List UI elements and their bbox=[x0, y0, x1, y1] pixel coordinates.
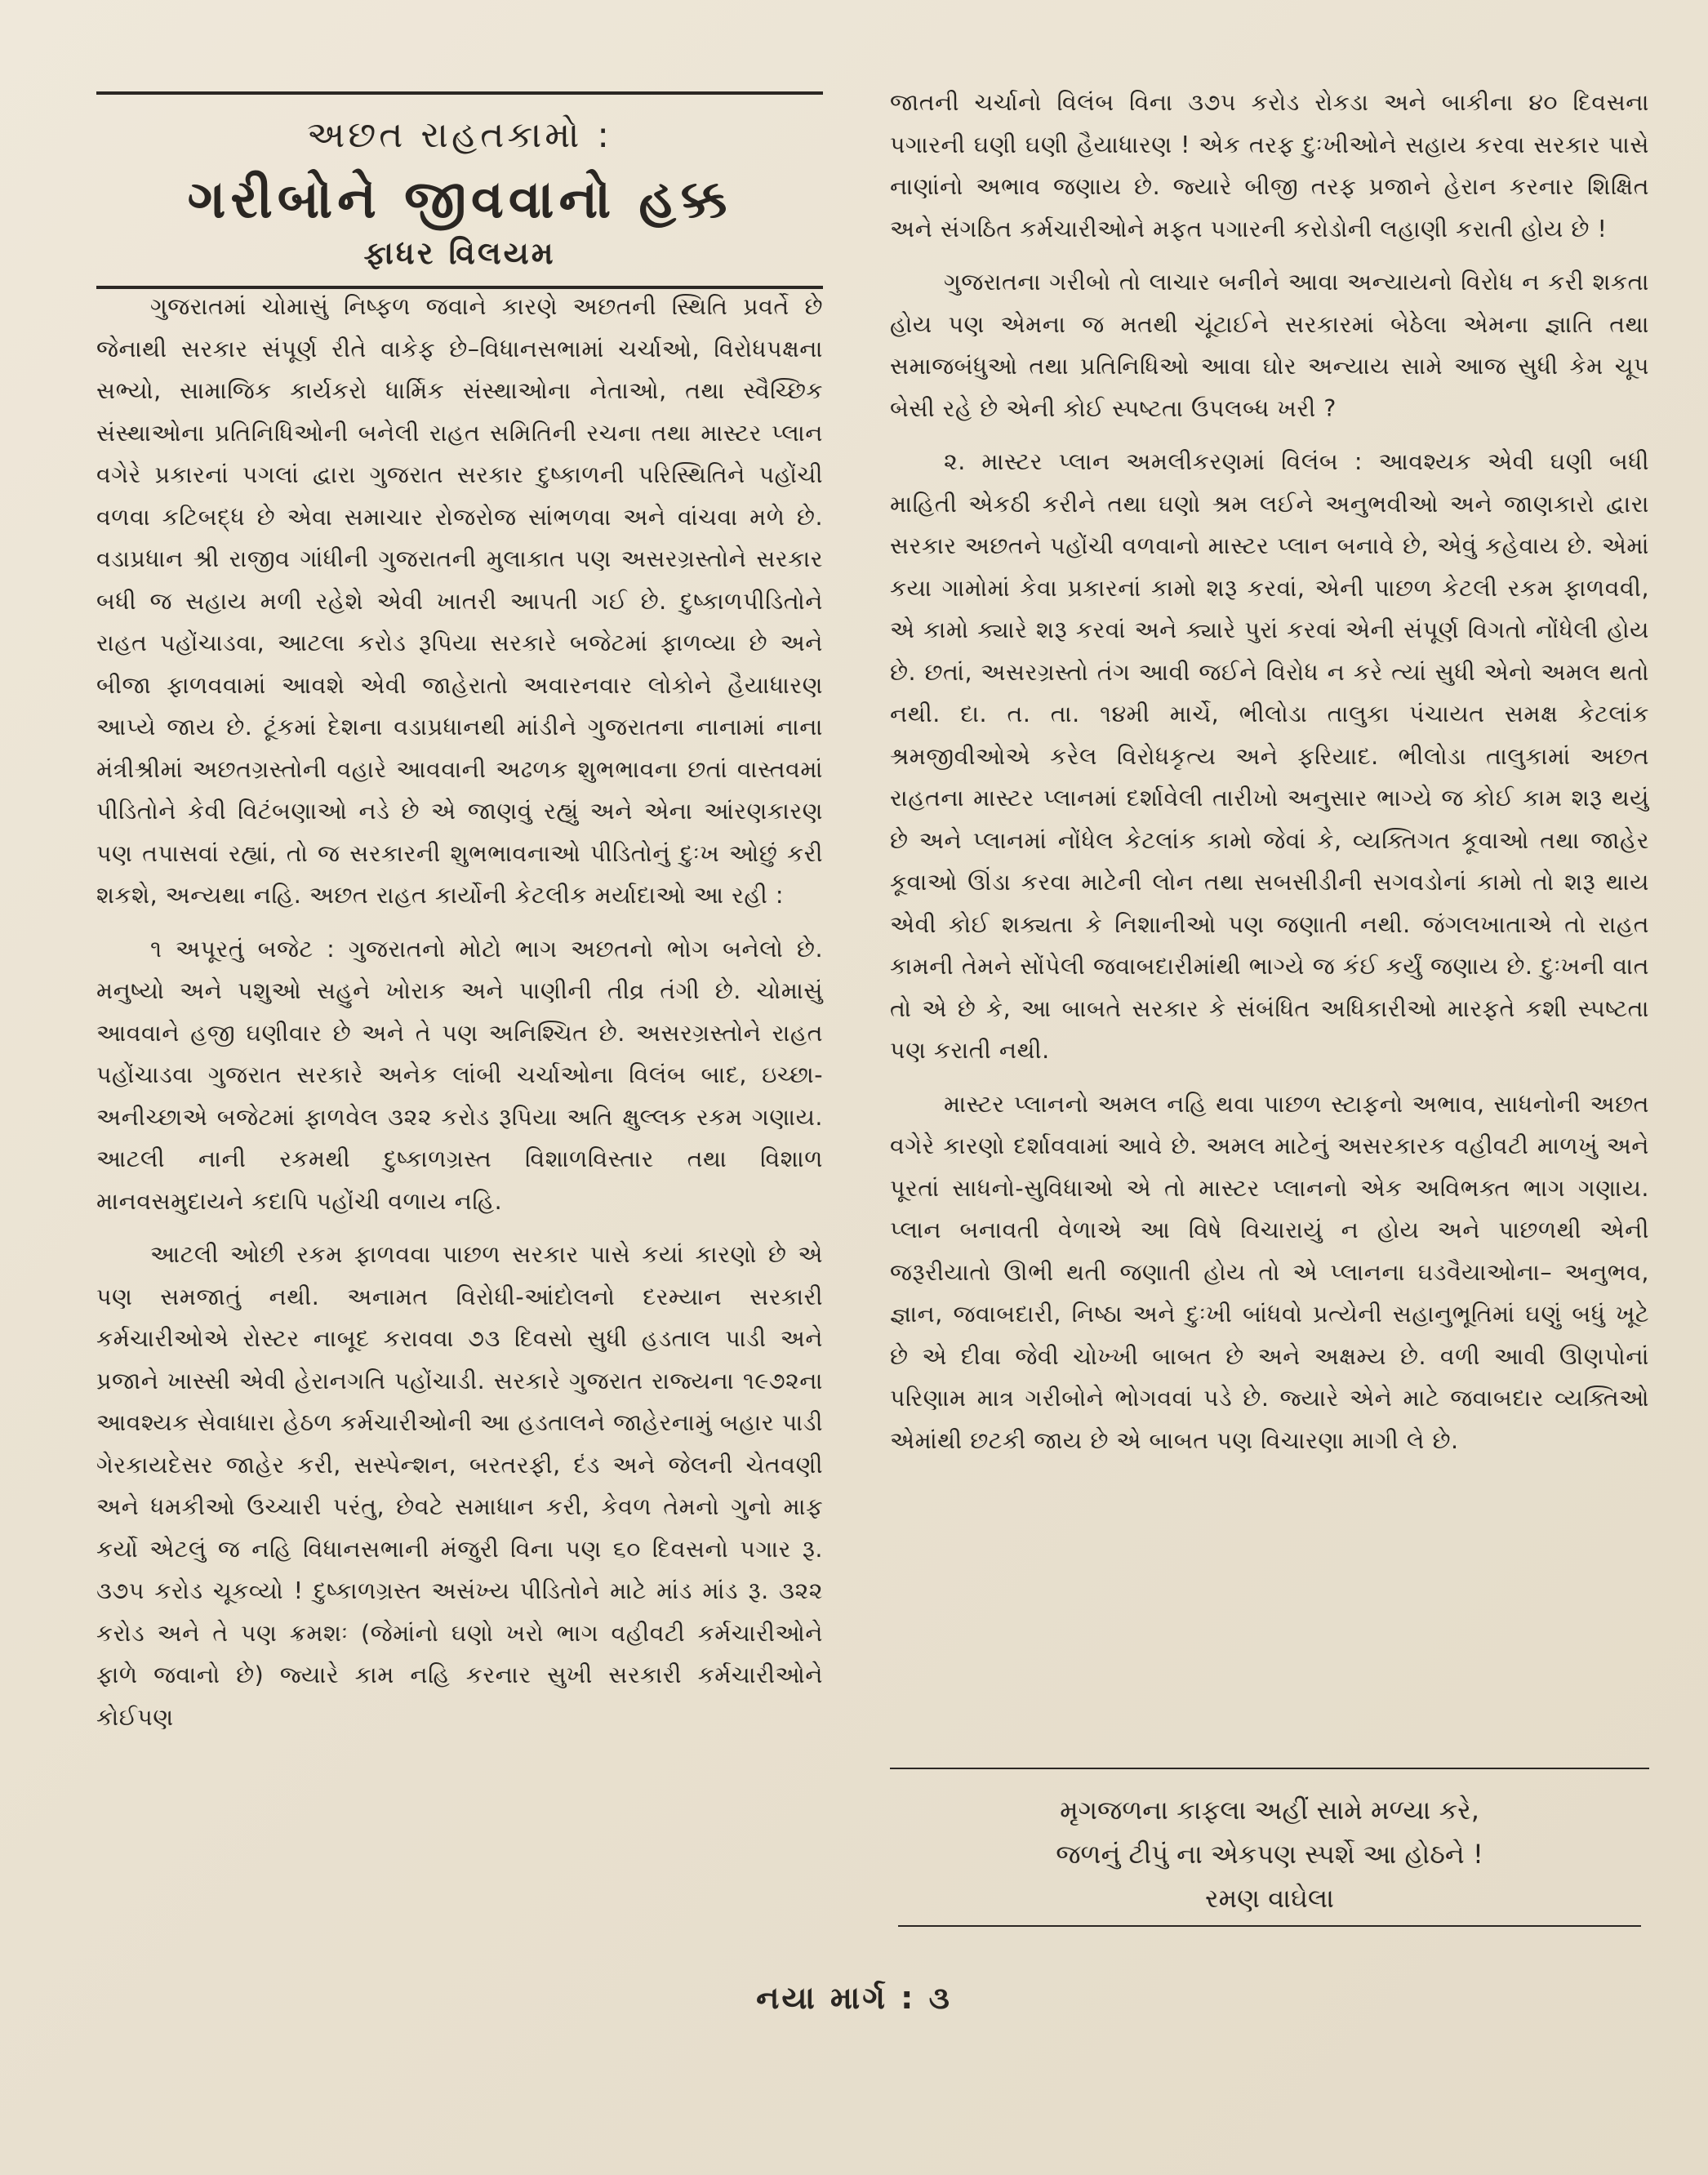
header-top-rule bbox=[96, 91, 823, 95]
injustice-paragraph: ગુજરાતના ગરીબો તો લાચાર બનીને આવા અન્યાયનો વિરોધ ન કરી શકતા હોય પણ એમના જ મતથી ચૂંટાઈને સરકારમાં બેઠેલા એમના જ્ઞાતિ તથા સમાજબંધુઓ તથા પ્રતિનિધિઓ આવા ઘોર અન્યાય સામે આજ સુધી કેમ ચૂપ બેસી રહે છે એની કોઈ સ્પષ્ટતા ઉપલબ્ધ ખરી ? bbox=[890, 269, 1649, 422]
poem-top-rule bbox=[890, 1768, 1649, 1769]
poem-bottom-rule bbox=[898, 1925, 1641, 1927]
poem-line-1: મૃગજળના કાફલા અહીં સામે મળ્યા કરે, bbox=[1060, 1795, 1479, 1826]
article-byline: ફાધર વિલયમ bbox=[363, 235, 556, 271]
salary-paragraph: આટલી ઓછી રકમ ફાળવવા પાછળ સરકાર પાસે કયાં કારણો છે એ પણ સમજાતું નથી. અનામત વિરોધી-આંદોલનો દરમ્યાન સરકારી કર્મચારીઓએ રોસ્ટર નાબૂદ કરાવવા ૭૩ દિવસો સુધી હડતાલ પાડી અને પ્રજાને ખાસ્સી એવી હેરાનગતિ પહોંચાડી. સરકારે ગુજરાત રાજ્યના ૧૯૭૨ના આવશ્યક સેવાધારા હેઠળ કર્મચારીઓની આ હડતાલને જાહેરનામું બહાર પાડી ગેરકાયદેસર જાહેર કરી, સસ્પેન્શન, બરતરફી, દંડ અને જેલની ચેતવણી અને ધમકીઓ ઉચ્ચારી પરંતુ, છેવટે સમાધાન કરી, કેવળ તેમનો ગુનો માફ કર્યો એટલું જ નહિ વિધાનસભાની મંજુરી વિના પણ ૬૦ દિવસનો પગાર રૂ. ૩૭૫ કરોડ ચૂકવ્યો ! દુષ્કાળગ્રસ્ત અસંખ્ય પીડિતોને માટે માંડ માંડ રૂ. ૩૨૨ કરોડ અને તે પણ ક્રમશઃ (જેમાંનો ઘણો ખરો ભાગ વહીવટી કર્મચારીઓને ફાળે જવાનો છે) જ્યારે કામ નહિ કરનાર સુખી સરકારી કર્મચારીઓને કોઈપણ bbox=[96, 1241, 823, 1731]
poem-author: રમણ વાઘેલા bbox=[1205, 1883, 1334, 1914]
poem-line-2: જળનું ટીપું ના એકપણ સ્પર્શે આ હોઠને ! bbox=[1056, 1839, 1483, 1870]
continued-paragraph: જાતની ચર્ચાનો વિલંબ વિના ૩૭૫ કરોડ રોકડા અને બાકીના ૪૦ દિવસના પગારની ઘણી ઘણી હૈયાધારણ ! એક તરફ દુઃખીઓને સહાય કરવા સરકાર પાસે નાણાંનો અભાવ જણાય છે. જ્યારે બીજી તરફ પ્રજાને હેરાન કરનાર શિક્ષિત અને સંગઠિત કર્મચારીઓને મફત પગારની કરોડોની લહાણી કરાતી હોય છે ! bbox=[890, 89, 1649, 242]
article-body-left bbox=[96, 286, 823, 1738]
budget-paragraph: ૧ અપૂરતું બજેટ : ગુજરાતનો મોટો ભાગ અછતનો ભોગ બનેલો છે. મનુષ્યો અને પશુઓ સહુને ખોરાક અને પાણીની તીવ્ર તંગી છે. ચોમાસું આવવાને હજી ઘણીવાર છે અને તે પણ અનિશ્ચિત છે. અસરગ્રસ્તોને રાહત પહોંચાડવા ગુજરાત સરકારે અનેક લાંબી ચર્ચાઓના વિલંબ બાદ, ઇચ્છા-અનીચ્છાએ બજેટમાં ફાળવેલ ૩૨૨ કરોડ રૂપિયા અતિ ક્ષુલ્લક રકમ ગણાય. આટલી નાની રકમથી દુષ્કાળગ્રસ્ત વિશાળવિસ્તાર તથા વિશાળ માનવસમુદાયને કદાપિ પહોંચી વળાય નહિ. bbox=[96, 935, 823, 1215]
page-folio: નયા માર્ગ : ૩ bbox=[756, 1980, 952, 2016]
article-body-right bbox=[890, 82, 1649, 1461]
intro-paragraph: ગુજરાતમાં ચોમાસું નિષ્ફળ જવાને કારણે અછતની સ્થિતિ પ્રવર્તે છે જેનાથી સરકાર સંપૂર્ણ રીતે વાકેફ છે–વિધાનસભામાં ચર્ચાઓ, વિરોધપક્ષના સભ્યો, સામાજિક કાર્યકરો ધાર્મિક સંસ્થાઓના નેતાઓ, તથા સ્વૈચ્છિક સંસ્થાઓના પ્રતિનિધિઓની બનેલી રાહત સમિતિની રચના તથા માસ્ટર પ્લાન વગેરે પ્રકારનાં પગલાં દ્વારા ગુજરાત સરકાર દુષ્કાળની પરિસ્થિતિને પહોંચી વળવા કટિબદ્ધ છે એવા સમાચાર રોજરોજ સાંભળવા અને વાંચવા મળે છે. વડાપ્રધાન શ્રી રાજીવ ગાંધીની ગુજરાતની મુલાકાત પણ અસરગ્રસ્તોને સરકાર બધી જ સહાય મળી રહેશે એવી ખાતરી આપતી ગઈ છે. દુષ્કાળપીડિતોને રાહત પહોંચાડવા, આટલા કરોડ રૂપિયા સરકારે બજેટમાં ફાળવ્યા છે અને બીજા ફાળવવામાં આવશે એવી જાહેરાતો અવારનવાર લોકોને હૈયાધારણ આપ્યે જાય છે. ટૂંકમાં દેશના વડાપ્રધાનથી માંડીને ગુજરાતના નાનામાં નાના મંત્રીશ્રીમાં અછતગ્રસ્તોની વહારે આવવાની અઢળક શુભભાવના છતાં વાસ્તવમાં પીડિતોને કેવી વિટંબણાઓ નડે છે એ જાણવું રહ્યું અને એના આંરણકારણ પણ તપાસવાં રહ્યાં, તો જ સરકારની શુભભાવનાઓ પીડિતોનું દુઃખ ઓછું કરી શકશે, અન્યથા નહિ. અછત રાહત કાર્યોની કેટલીક મર્યાદાઓ આ રહી : bbox=[96, 293, 823, 909]
staff-paragraph: માસ્ટર પ્લાનનો અમલ નહિ થવા પાછળ સ્ટાફનો અભાવ, સાધનોની અછત વગેરે કારણો દર્શાવવામાં આવે છે. અમલ માટેનું અસરકારક વહીવટી માળખું અને પૂરતાં સાધનો-સુવિધાઓ એ તો માસ્ટર પ્લાનનો એક અવિભક્ત ભાગ ગણાય. પ્લાન બનાવતી વેળાએ આ વિષે વિચારાયું ન હોય અને પાછળથી એની જરૂરીયાતો ઊભી થતી જણાતી હોય તો એ પ્લાનના ઘડવૈયાઓના– અનુભવ, જ્ઞાન, જવાબદારી, નિષ્ઠા અને દુઃખી બાંધવો પ્રત્યેની સહાનુભૂતિમાં ઘણું બધું ખૂટે છે એ દીવા જેવી ચોખ્ખી બાબત છે અને અક્ષમ્ય છે. વળી આવી ઊણપોનાં પરિણામ માત્ર ગરીબોને ભોગવવાં પડે છે. જ્યારે એને માટે જવાબદાર વ્યક્તિઓ એમાંથી છટકી જાય છે એ બાબત પણ વિચારણા માગી લે છે. bbox=[890, 1090, 1649, 1454]
article-kicker: અછત રાહતકામો : bbox=[306, 114, 613, 156]
master-plan-paragraph: ૨. માસ્ટર પ્લાન અમલીકરણમાં વિલંબ : આવશ્યક એવી ઘણી બધી માહિતી એકઠી કરીને તથા ઘણો શ્રમ લઈને અનુભવીઓ અને જાણકારો દ્વારા સરકાર અછતને પહોંચી વળવાનો માસ્ટર પ્લાન બનાવે છે, એવું કહેવાય છે. એમાં કયા ગામોમાં કેવા પ્રકારનાં કામો શરૂ કરવાં, એની પાછળ કેટલી રકમ ફાળવવી, એ કામો ક્યારે શરૂ કરવાં અને ક્યારે પુરાં કરવાં એની સંપૂર્ણ વિગતો નોંધેલી હોય છે. છતાં, અસરગ્રસ્તો તંગ આવી જઈને વિરોધ ન કરે ત્યાં સુધી એનો અમલ થતો નથી. દા. ત. તા. ૧૪મી માર્ચે, ભીલોડા તાલુકા પંચાયત સમક્ષ કેટલાંક શ્રમજીવીઓએ કરેલ વિરોધકૃત્ય અને ફરિયાદ. ભીલોડા તાલુકામાં અછત રાહતના માસ્ટર પ્લાનમાં દર્શાવેલી તારીખો અનુસાર ભાગ્યે જ કોઈ કામ શરૂ થયું છે અને પ્લાનમાં નોંધેલ કેટલાંક કામો જેવાં કે, વ્યક્તિગત કૂવાઓ તથા જાહેર કૂવાઓ ઊંડા કરવા માટેની લોન તથા સબસીડીની સગવડોનાં કામો તો શરૂ થાય એવી કોઈ શક્યતા કે નિશાનીઓ પણ જણાતી નથી. જંગલખાતાએ તો રાહત કામની તેમને સોંપેલી જવાબદારીમાંથી ભાગ્યે જ કંઈ કર્યું જણાય છે. દુઃખની વાત તો એ છે કે, આ બાબતે સરકાર કે સંબંધિત અધિકારીઓ મારફતે કશી સ્પષ્ટતા પણ કરાતી નથી. bbox=[890, 448, 1649, 1064]
article-title: ગરીબોને જીવવાનો હક્ક bbox=[187, 170, 732, 230]
